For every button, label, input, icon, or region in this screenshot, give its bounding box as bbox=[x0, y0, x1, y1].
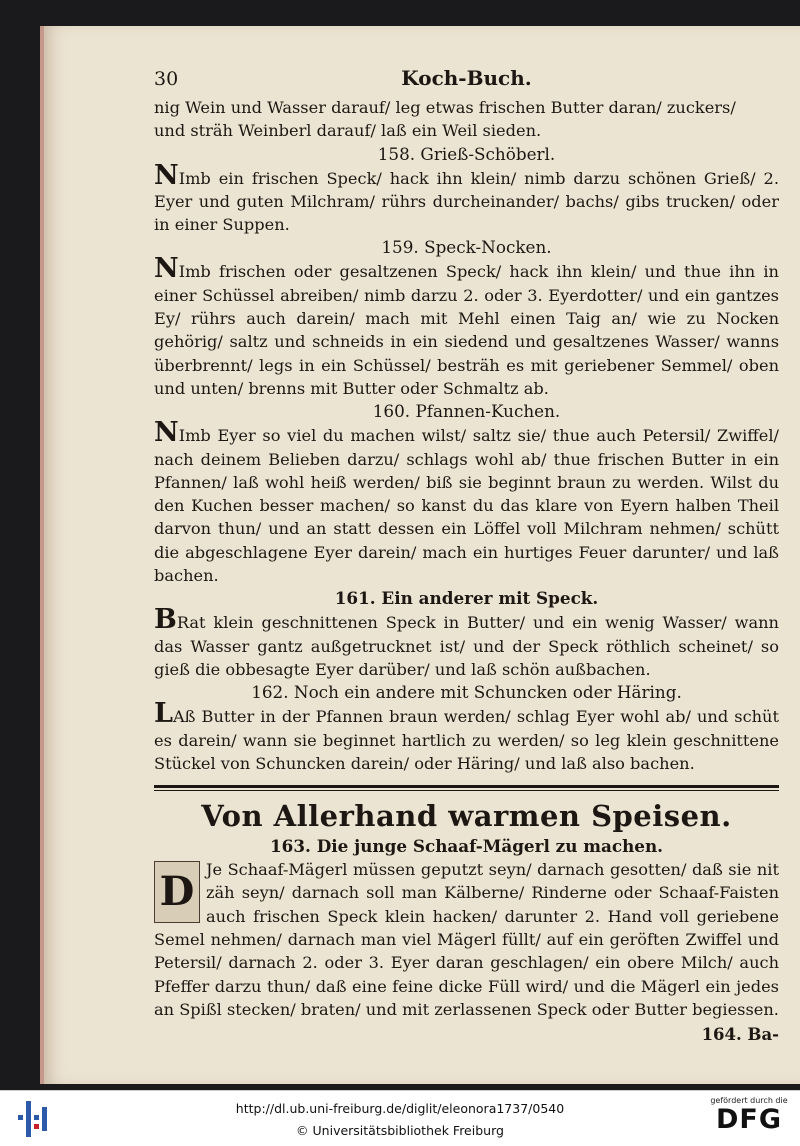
initial-letter: N bbox=[154, 417, 179, 449]
section-divider bbox=[154, 785, 779, 791]
recipe-body: Imb ein frischen Speck/ hack ihn klein/ nimb darzu schönen Grieß/ 2. Eyer und guten Milchram/ rührs durcheinander/ bachs/ gibs trucken/ oder in einer Suppen. bbox=[154, 168, 779, 235]
recipe-body: Imb Eyer so viel du machen wilst/ saltz sie/ thue auch Petersil/ Zwiffel/ nach deinem Belieben darzu/ schlags wohl ab/ thue frischen Butter in ein Pfannen/ laß wohl heiß werden/ biß sie beginnt braun zu werden. Wilst du den Kuchen besser machen/ so kanst du das klare von Eyern halben Theil darvon thun/ und an statt dessen ein Löffel voll Milchram nehmen/ schütt die abgeschlagene Eyer darein/ mach ein hurtiges Feuer darunter/ und laß bachen. bbox=[154, 426, 779, 586]
catchword: 164. Ba- bbox=[701, 1025, 779, 1045]
running-title: Koch-Buch. bbox=[401, 66, 532, 90]
dfg-funding-caption: gefördert durch die bbox=[710, 1096, 788, 1105]
body-text bbox=[154, 96, 779, 775]
recipe-body: Rat klein geschnittenen Speck in Butter/ und ein wenig Wasser/ wann das Wasser gantz außgetrucknet ist/ und der Speck röthlich scheinet/ so gieß die obbesagte Eyer darüber/ und laß schön außbachen. bbox=[154, 613, 779, 679]
recipe-text bbox=[154, 417, 779, 587]
divider-thick-rule bbox=[154, 785, 779, 788]
intro-line: und sträh Weinberl darauf/ laß ein Weil sieden. bbox=[154, 121, 542, 141]
permalink-url[interactable]: http://dl.ub.uni-freiburg.de/diglit/eleonora1737/0540 bbox=[235, 1101, 565, 1116]
recipe-body: Je Schaaf-Mägerl müssen geputzt seyn/ darnach gesotten/ daß sie nit zäh seyn/ darnach soll man Kälberne/ Rinderne oder Schaaf-Faisten auch frischen Speck klein hacken/ darunter 2. Hand voll geriebene Semel nehmen/ darnach man viel Mägerl füllt/ auf ein geröften Zwiffel und Petersil/ darnach 2. oder 3. Eyer daran geschlagen/ ein obere Milch/ auch Pfeffer darzu thun/ daß eine feine dicke Füll wird/ und die Mägerl ein jedes an Spißl stecken/ braten/ und mit zerlassenen Speck oder Butter begiessen. bbox=[154, 860, 779, 1019]
initial-letter: L bbox=[154, 698, 173, 730]
recipe-text bbox=[154, 604, 779, 681]
intro-line: nig Wein und Wasser darauf/ leg etwas frischen Butter daran/ zuckers/ bbox=[154, 98, 736, 117]
initial-letter: N bbox=[154, 159, 179, 191]
recipe-title: 160. Pfannen-Kuchen. bbox=[372, 401, 561, 422]
recipe-title: 161. Ein anderer mit Speck. bbox=[334, 588, 599, 609]
recipe-text bbox=[154, 698, 779, 775]
dfg-wordmark: DFG bbox=[715, 1104, 783, 1135]
page-content bbox=[154, 66, 779, 1047]
recipe-title: 158. Grieß-Schöberl. bbox=[377, 143, 556, 164]
recipe-title: 162. Noch ein andere mit Schuncken oder Häring. bbox=[251, 682, 682, 703]
body-text-section bbox=[154, 835, 779, 1046]
divider-thin-rule bbox=[154, 790, 779, 791]
initial-letter: N bbox=[154, 253, 179, 285]
recipe-body: Imb frischen oder gesaltzenen Speck/ hack ihn klein/ und thue ihn in einer Schüssel abreiben/ nimb darzu 2. oder 3. Eyerdotter/ und ein gantzes Ey/ rührs auch darein/ mach mit Mehl einen Taig an/ wie zu Nocken gehörig/ saltz und schneids in ein siedend und gesaltzenes Wasser/ wanns überbrennt/ legs in ein Schüssel/ besträh es mit geriebener Semmel/ oben und unten/ brenns mit Butter oder Schmaltz ab. bbox=[154, 262, 779, 398]
recipe-title: 163. Die junge Schaaf-Mägerl zu machen. bbox=[269, 836, 663, 857]
initial-letter: B bbox=[154, 604, 177, 636]
viewer-footer bbox=[0, 1090, 800, 1146]
copyright-notice: © Universitätsbibliothek Freiburg bbox=[296, 1123, 504, 1138]
recipe-body: Aß Butter in der Pfannen braun werden/ schlag Eyer wohl ab/ und schüt es darein/ wann sie beginnet hartlich zu werden/ so leg klein geschnittene Stückel von Schuncken darein/ oder Häring/ und laß also bachen. bbox=[154, 707, 779, 773]
section-heading: Von Allerhand warmen Speisen. bbox=[201, 799, 732, 834]
recipe-text bbox=[154, 159, 779, 237]
decorated-initial: D bbox=[159, 868, 195, 916]
page-number: 30 bbox=[154, 68, 179, 90]
page-header bbox=[154, 66, 779, 96]
book-page bbox=[40, 26, 800, 1084]
recipe-title: 159. Speck-Nocken. bbox=[381, 237, 552, 258]
decorated-initial-box bbox=[154, 861, 200, 923]
recipe-text bbox=[154, 253, 779, 400]
dfg-logo bbox=[708, 1096, 790, 1135]
